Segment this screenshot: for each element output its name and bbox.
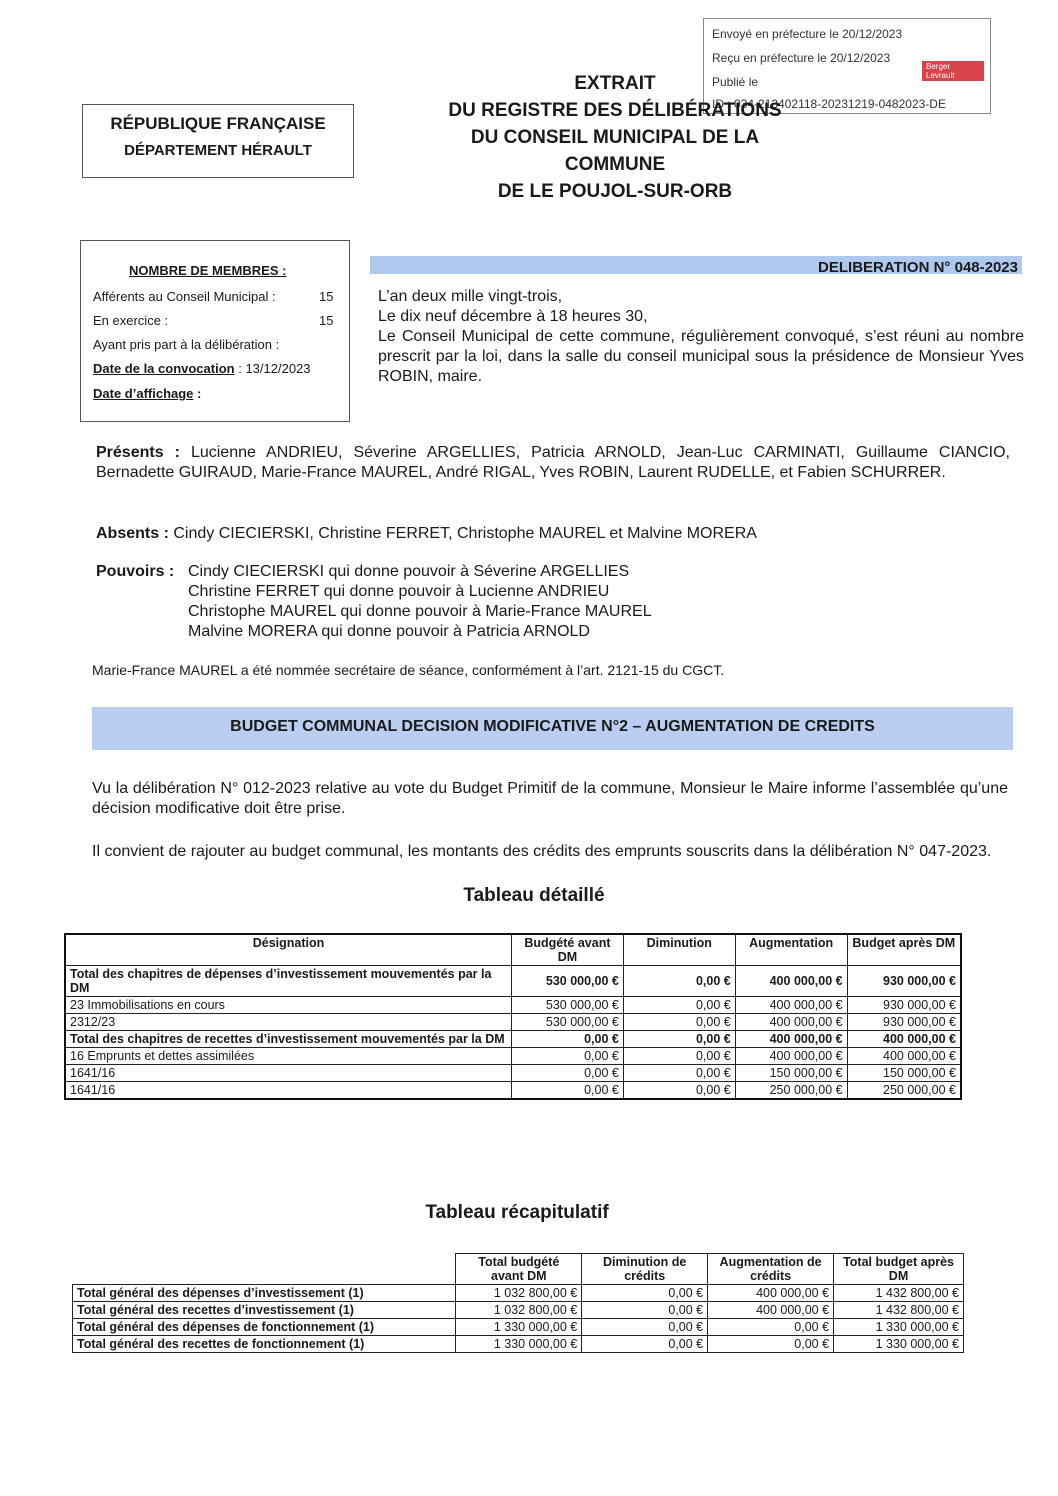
header-credit-decrease: Diminution de crédits <box>582 1254 708 1285</box>
exercice-label: En exercice : <box>93 313 169 328</box>
table-row: 2312/23 530 000,00 € 0,00 € 400 000,00 € 930 000,00 € <box>65 1014 961 1031</box>
table-row: Total général des dépenses d’investissement (1) 1 032 800,00 € 0,00 € 400 000,00 € 1 432 800,00 € <box>73 1285 964 1302</box>
title-line-1: EXTRAIT <box>574 73 656 94</box>
detail-table <box>64 933 962 1100</box>
table-row: Total des chapitres de recettes d’investissement mouvementés par la DM 0,00 € 0,00 € 400 000,00 € 400 000,00 € <box>65 1031 961 1048</box>
presents-paragraph <box>96 443 1010 483</box>
subject-title: BUDGET COMMUNAL DECISION MODIFICATIVE N°2 – AUGMENTATION DE CREDITS <box>230 718 875 735</box>
presents-label: Présents : <box>96 444 180 461</box>
convocation-value: : 13/12/2023 <box>238 361 311 376</box>
title-line-4: COMMUNE <box>564 154 666 175</box>
absents-paragraph <box>96 524 1010 544</box>
participation-label: Ayant pris part à la délibération : <box>93 337 280 352</box>
affichage-label: Date d’affichage <box>93 386 194 401</box>
deliberation-number-bar <box>370 256 1022 274</box>
stamp-sent: Envoyé en préfecture le 20/12/2023 <box>712 27 903 41</box>
header-increase: Augmentation <box>735 934 847 966</box>
title-line-5: DE LE POUJOL-SUR-ORB <box>497 181 733 202</box>
intro-text <box>378 287 1024 387</box>
table-row: 16 Emprunts et dettes assimilées 0,00 € 0,00 € 400 000,00 € 400 000,00 € <box>65 1048 961 1065</box>
berger-levrault-logo: Berger Levrault <box>922 61 984 81</box>
convocation-row <box>93 361 311 376</box>
republic-line: RÉPUBLIQUE FRANÇAISE <box>110 114 326 133</box>
pouvoirs-list <box>188 562 788 642</box>
republic-box <box>82 104 354 178</box>
deliberation-number: DELIBERATION N° 048-2023 <box>818 259 1018 276</box>
header-total-before: Total budgété avant DM <box>456 1254 582 1285</box>
recap-header-row <box>73 1254 964 1285</box>
intro-line-3: Le Conseil Municipal de cette commune, régulièrement convoqué, s’est réuni au nombre prescrit par la loi, dans la salle du conseil municipal sous la présidence de Monsieur Yves ROBIN, maire. <box>378 328 1024 385</box>
body-paragraph-1: Vu la délibération N° 012-2023 relative au vote du Budget Primitif de la commune, Monsieur le Maire informe l’assemblée qu’une décision modificative doit être prise. <box>92 780 1008 817</box>
affichage-row <box>93 386 201 401</box>
absents-text: Cindy CIECIERSKI, Christine FERRET, Christophe MAUREL et Malvine MORERA <box>173 525 757 542</box>
title-line-2: DU REGISTRE DES DÉLIBÉRATIONS <box>448 100 782 121</box>
recap-table-title: Tableau récapitulatif <box>425 1202 609 1223</box>
table-row: Total général des recettes d’investissement (1) 1 032 800,00 € 0,00 € 400 000,00 € 1 432 800,00 € <box>73 1302 964 1319</box>
presents-text: Lucienne ANDRIEU, Séverine ARGELLIES, Patricia ARNOLD, Jean-Luc CARMINATI, Guillaume CIANCIO, Bernadette GUIRAUD, Marie-France MAUREL, André RIGAL, Yves ROBIN, Laurent RUDELLE, et Fabien SCHURRER. <box>96 444 1010 481</box>
table-row: Total général des recettes de fonctionnement (1) 1 330 000,00 € 0,00 € 0,00 € 1 330 000,00 € <box>73 1336 964 1353</box>
table-row: Total des chapitres de dépenses d’investissement mouvementés par la DM 530 000,00 € 0,00 € 400 000,00 € 930 000,00 € <box>65 966 961 997</box>
convocation-label: Date de la convocation <box>93 361 235 376</box>
pouvoirs-label: Pouvoirs : <box>96 563 175 580</box>
department-line: DÉPARTEMENT HÉRAULT <box>124 142 312 159</box>
header-budget-before: Budgété avant DM <box>512 934 624 966</box>
exercice-value: 15 <box>319 313 334 328</box>
header-designation: Désignation <box>65 934 512 966</box>
stamp-published: Publié le <box>712 75 759 89</box>
pouvoir-line: Christophe MAUREL qui donne pouvoir à Marie-France MAUREL <box>188 603 652 620</box>
document-title <box>400 70 830 205</box>
header-credit-increase: Augmentation de crédits <box>708 1254 834 1285</box>
title-line-3: DU CONSEIL MUNICIPAL DE LA <box>470 127 760 148</box>
header-decrease: Diminution <box>623 934 735 966</box>
subject-bar <box>92 707 1013 750</box>
pouvoir-line: Cindy CIECIERSKI qui donne pouvoir à Séverine ARGELLIES <box>188 563 630 580</box>
detail-header-row <box>65 934 961 966</box>
secretary-note: Marie-France MAUREL a été nommée secrétaire de séance, conformément à l’art. 2121-15 du CGCT. <box>92 662 725 678</box>
recap-header-empty <box>73 1254 456 1285</box>
affichage-colon: : <box>193 386 202 401</box>
stamp-received: Reçu en préfecture le 20/12/2023 <box>712 51 891 65</box>
afferents-value: 15 <box>319 289 334 304</box>
stamp-id: ID : 034-213402118-20231219-0482023-DE <box>712 97 946 111</box>
table-row: Total général des dépenses de fonctionnement (1) 1 330 000,00 € 0,00 € 0,00 € 1 330 000,00 € <box>73 1319 964 1336</box>
intro-line-1: L’an deux mille vingt-trois, <box>378 288 563 305</box>
members-heading: NOMBRE DE MEMBRES : <box>129 263 287 278</box>
body-paragraph-2: Il convient de rajouter au budget communal, les montants des crédits des emprunts souscrits dans la délibération N° 047-2023. <box>92 843 992 860</box>
table-row: 1641/16 0,00 € 0,00 € 150 000,00 € 150 000,00 € <box>65 1065 961 1082</box>
recap-table <box>72 1253 964 1353</box>
header-total-after: Total budget après DM <box>834 1254 964 1285</box>
members-box <box>80 240 350 422</box>
header-budget-after: Budget après DM <box>847 934 961 966</box>
detail-table-title: Tableau détaillé <box>463 885 605 906</box>
table-row: 23 Immobilisations en cours 530 000,00 € 0,00 € 400 000,00 € 930 000,00 € <box>65 997 961 1014</box>
pouvoir-line: Malvine MORERA qui donne pouvoir à Patricia ARNOLD <box>188 623 590 640</box>
afferents-label: Afférents au Conseil Municipal : <box>93 289 276 304</box>
absents-label: Absents : <box>96 525 169 542</box>
pouvoir-line: Christine FERRET qui donne pouvoir à Lucienne ANDRIEU <box>188 583 610 600</box>
table-row: 1641/16 0,00 € 0,00 € 250 000,00 € 250 000,00 € <box>65 1082 961 1100</box>
intro-line-2: Le dix neuf décembre à 18 heures 30, <box>378 308 648 325</box>
